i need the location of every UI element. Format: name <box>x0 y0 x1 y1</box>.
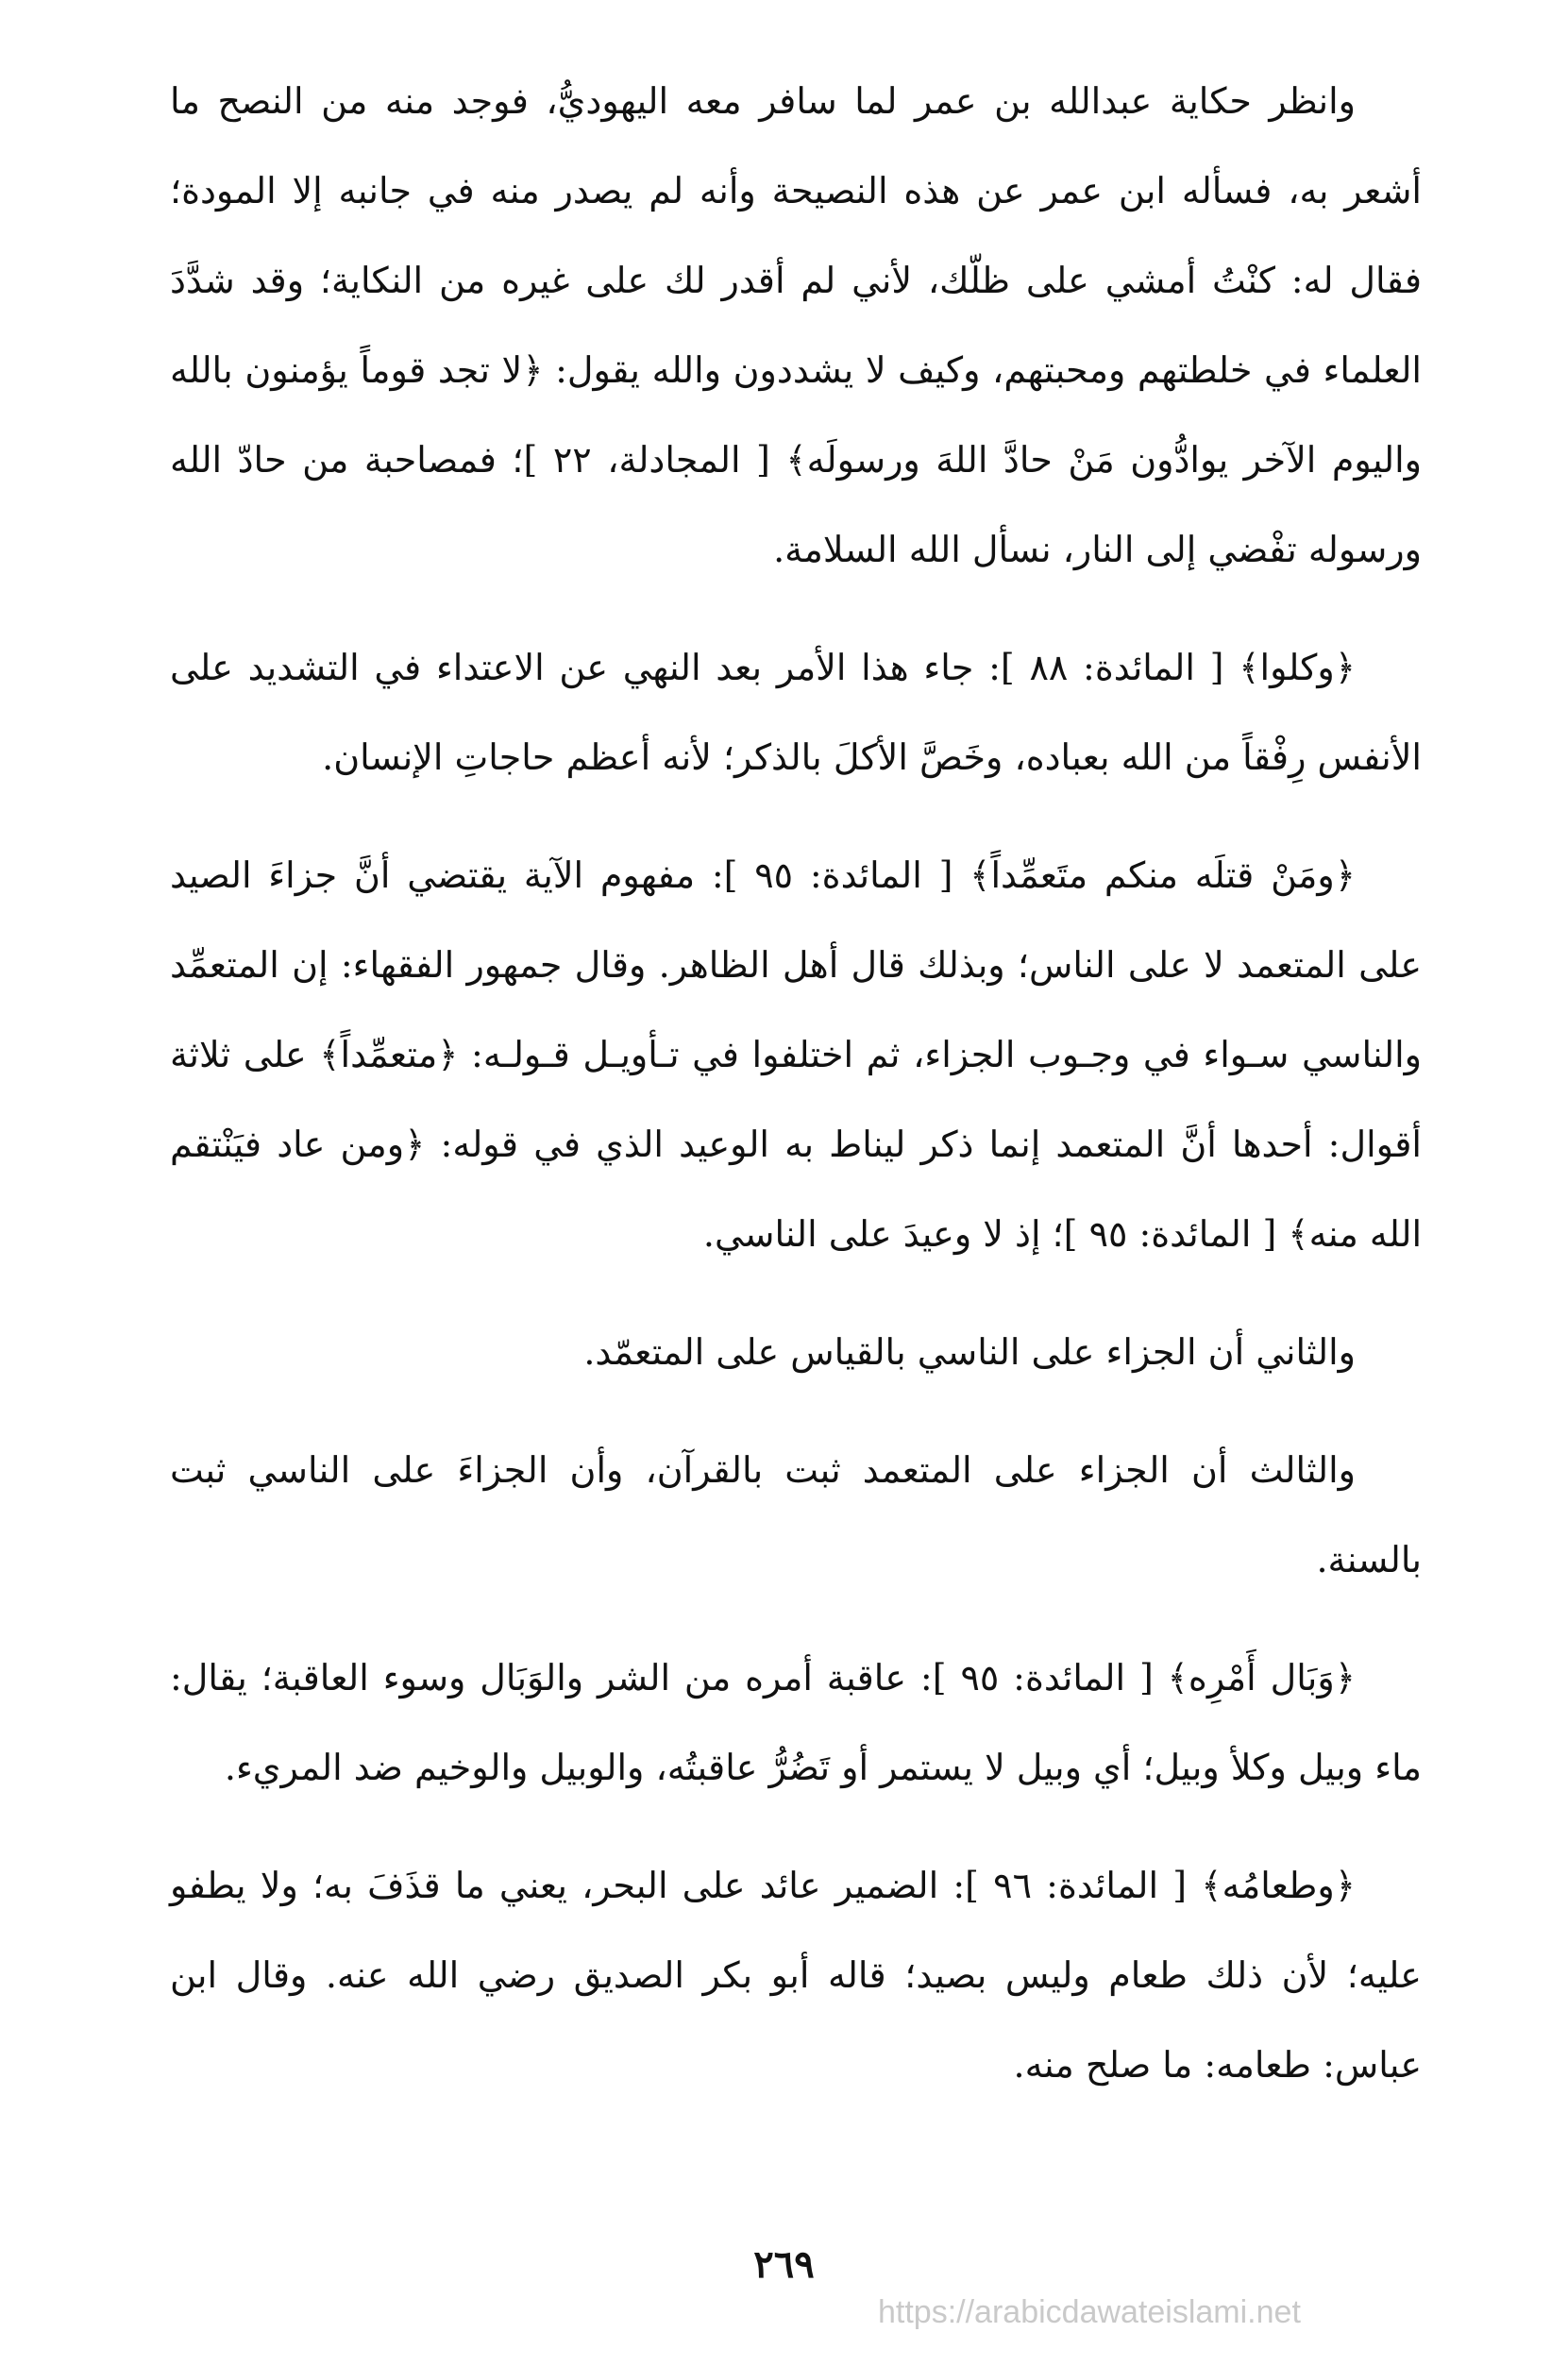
watermark-url: https://arabicdawateislami.net <box>878 2294 1301 2330</box>
paragraph-mutaammidan: ﴿ومَنْ قتلَه منكم متَعمِّداً﴾ [ المائدة: ٩٥ ]: مفهوم الآية يقتضي أنَّ جزاءَ الصيد على المتعمد لا على الناس؛ وبذلك قال أهل الظاهر. وقال جمهور الفقهاء: إن المتعمِّد والناسي سـواء في وجـوب الجزاء، ثم اختلفوا في تـأويـل قـولـه: ﴿متعمِّداً﴾ على ثلاثة أقوال: أحدها أنَّ المتعمد إنما ذكر ليناط به الوعيد الذي في قوله: ﴿ومن عاد فيَنْتقم الله منه﴾ [ المائدة: ٩٥ ]؛ إذ لا وعيدَ على الناسي. <box>170 854 1422 1255</box>
paragraph-wa-kulu: ﴿وكلوا﴾ [ المائدة: ٨٨ ]: جاء هذا الأمر بعد النهي عن الاعتداء في التشديد على الأنفس رِفْقاً من الله بعباده، وخَصَّ الأكلَ بالذكر؛ لأنه أعظم حاجاتِ الإنسان. <box>170 647 1422 778</box>
paragraph-third-opinion: والثالث أن الجزاء على المتعمد ثبت بالقرآن، وأن الجزاءَ على الناسي ثبت بالسنة. <box>170 1449 1422 1580</box>
paragraph-wabal-amrih: ﴿وَبَال أَمْرِه﴾ [ المائدة: ٩٥ ]: عاقبة أمره من الشر والوَبَال وسوء العاقبة؛ يقال: ماء وبيل وكلأ وبيل؛ أي وبيل لا يستمر أو تَضُرُّ عاقبتُه، والوبيل والوخيم ضد المريء. <box>170 1657 1422 1788</box>
page-body <box>170 57 1422 2121</box>
paragraph-second-opinion: والثاني أن الجزاء على الناسي بالقياس على المتعمّد. <box>583 1331 1356 1373</box>
paragraph-ibn-umar-story: وانظر حكاية عبدالله بن عمر لما سافر معه اليهوديُّ، فوجد منه من النصح ما أشعر به، فسأله ابن عمر عن هذه النصيحة وأنه لم يصدر منه في جانبه إلا المودة؛ فقال له: كنْتُ أمشي على ظلّك، لأني لم أقدر لك على غيره من النكاية؛ وقد شدَّدَ العلماء في خلطتهم ومحبتهم، وكيف لا يشددون والله يقول: ﴿لا تجد قوماً يؤمنون بالله واليوم الآخر يوادُّون مَنْ حادَّ اللهَ ورسولَه﴾ [ المجادلة، ٢٢ ]؛ فمصاحبة من حادّ الله ورسوله تفْضي إلى النار، نسأل الله السلامة. <box>170 80 1422 570</box>
paragraph-taamuh: ﴿وطعامُه﴾ [ المائدة: ٩٦ ]: الضمير عائد على البحر، يعني ما قذَفَ به؛ ولا يطفو عليه؛ لأن ذلك طعام وليس بصيد؛ قاله أبو بكر الصديق رضي الله عنه. وقال ابن عباس: طعامه: ما صلح منه. <box>170 1865 1422 2086</box>
page-number: ٢٦٩ <box>753 2242 815 2287</box>
